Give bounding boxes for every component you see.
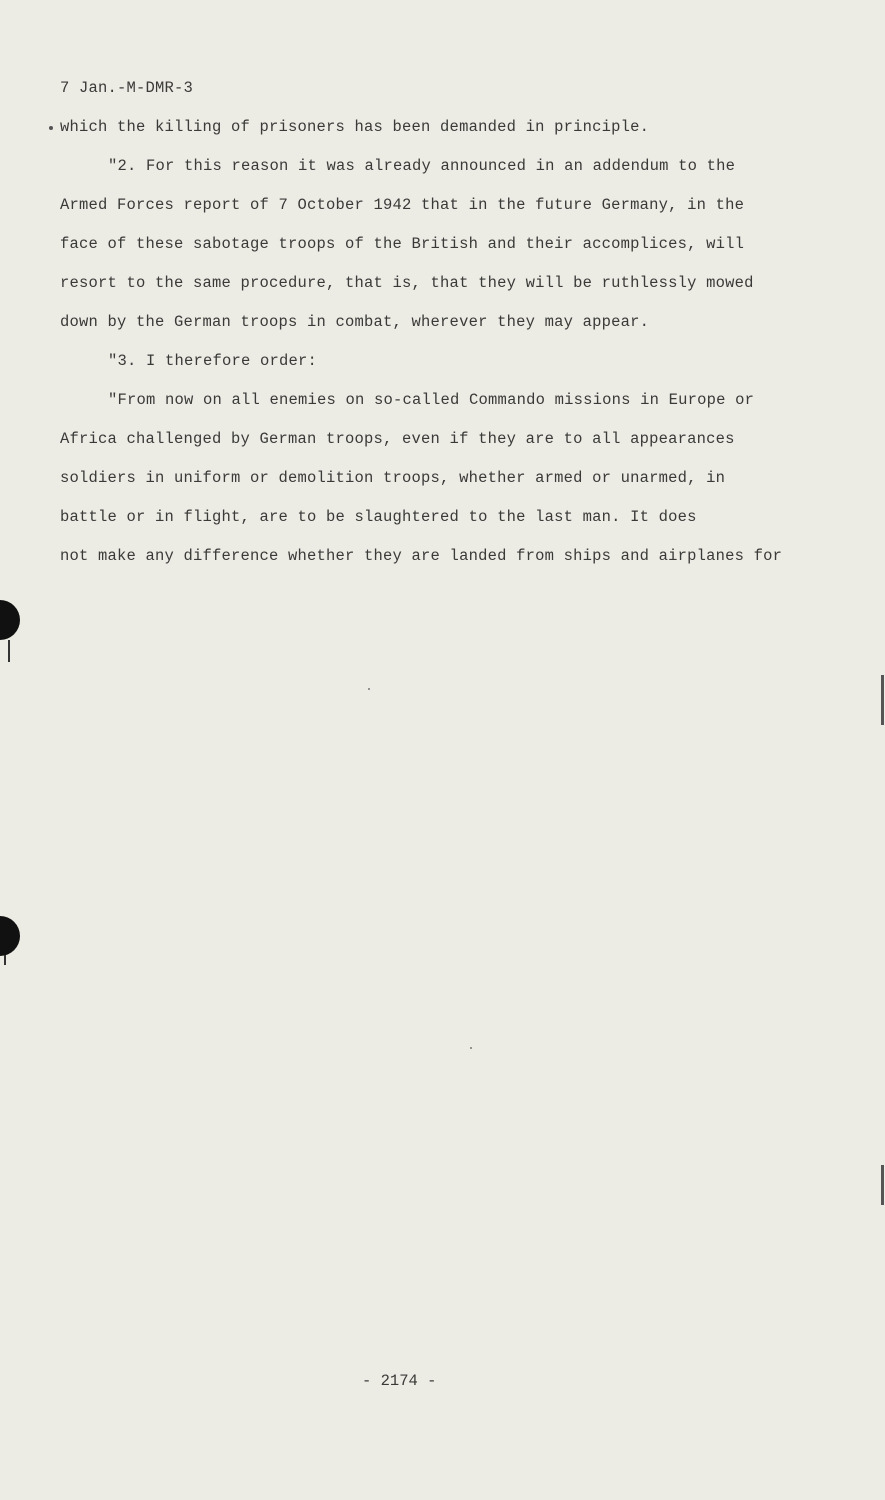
edge-mark — [881, 1165, 884, 1205]
text-line: Africa challenged by German troops, even if they are to all appearances — [60, 430, 735, 448]
text-line: not make any difference whether they are landed from ships and airplanes for — [60, 547, 783, 565]
text-line: face of these sabotage troops of the British and their accomplices, will — [60, 235, 745, 253]
binding-mark — [8, 640, 10, 662]
document-reference-header: 7 Jan.-M-DMR-3 — [60, 79, 194, 97]
text-line: soldiers in uniform or demolition troops, whether armed or unarmed, in — [60, 469, 726, 487]
text-line: resort to the same procedure, that is, that they will be ruthlessly mowed — [60, 274, 754, 292]
edge-mark — [881, 675, 884, 725]
text-line: "3. I therefore order: — [108, 352, 318, 370]
margin-dot — [49, 126, 53, 130]
page-number: - 2174 - — [362, 1372, 437, 1390]
punch-hole-bottom — [0, 916, 20, 956]
text-line: "From now on all enemies on so-called Commando missions in Europe or — [108, 391, 755, 409]
text-line: battle or in flight, are to be slaughtered to the last man. It does — [60, 508, 697, 526]
text-line: Armed Forces report of 7 October 1942 that in the future Germany, in the — [60, 196, 745, 214]
paper-speck — [470, 1047, 472, 1049]
punch-hole-top — [0, 600, 20, 640]
text-line: down by the German troops in combat, wherever they may appear. — [60, 313, 650, 331]
binding-mark — [4, 955, 6, 965]
text-line: "2. For this reason it was already announced in an addendum to the — [108, 157, 736, 175]
text-line: which the killing of prisoners has been demanded in principle. — [60, 118, 650, 136]
paper-speck — [368, 688, 370, 690]
